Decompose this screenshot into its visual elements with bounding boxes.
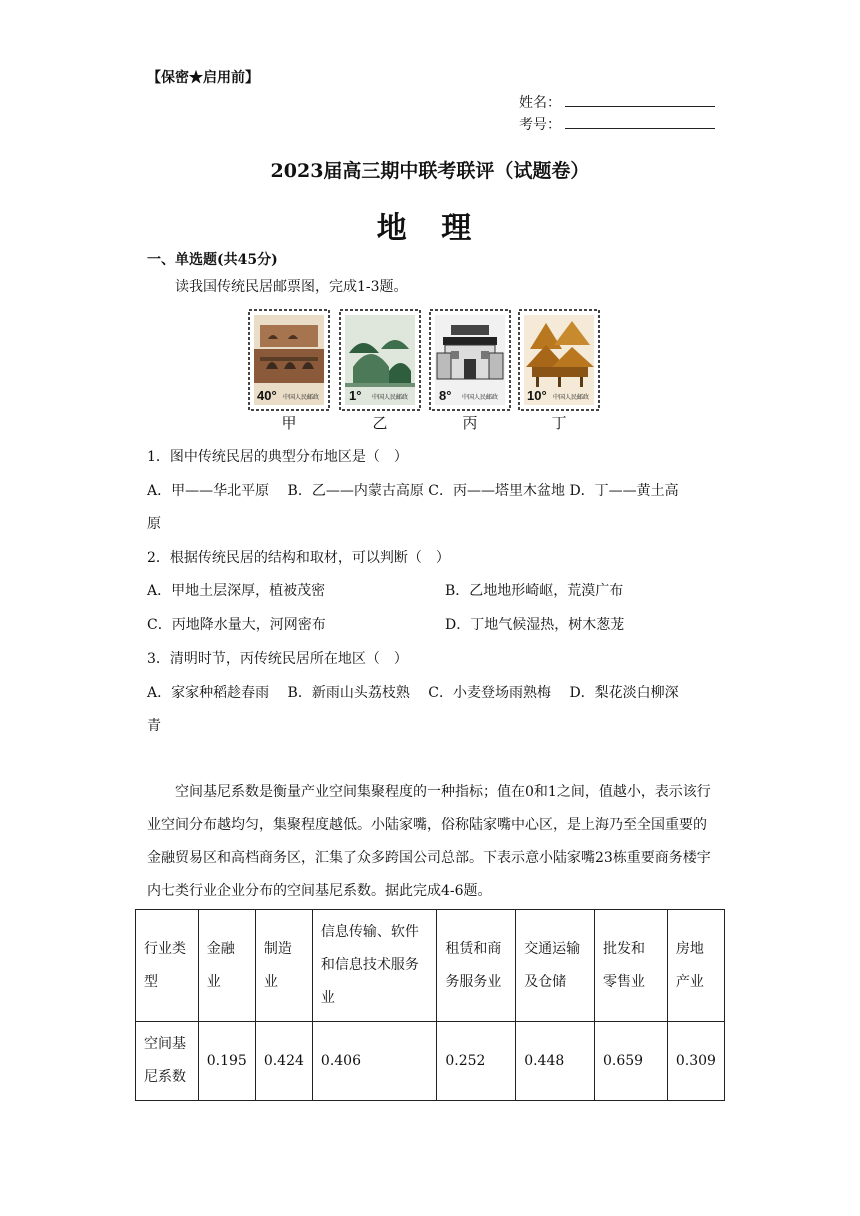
section-heading: 一、单选题(共45分) — [147, 252, 278, 268]
stamp-value: 8° — [439, 388, 452, 403]
table-row — [136, 1022, 725, 1101]
stamp-label-bing: 丙 — [462, 414, 478, 432]
table-header-cell: 行业类型 — [136, 910, 199, 1022]
table-header-cell: 租赁和商务服务业 — [437, 910, 516, 1022]
table-cell: 0.406 — [312, 1022, 436, 1101]
table-cell: 0.448 — [516, 1022, 595, 1101]
name-label: 姓名： — [519, 95, 561, 111]
stamp-ding — [518, 309, 600, 411]
stamp-label-yi: 乙 — [372, 414, 388, 432]
table-header-cell: 信息传输、软件和信息技术服务业 — [312, 910, 436, 1022]
question-2-option-a: A．甲地土层深厚，植被茂密 — [147, 583, 326, 599]
stamp-caption: 中国人民邮政 — [283, 394, 320, 401]
gini-coefficient-table — [135, 909, 725, 1101]
confidential-mark: 【保密★启用前】 — [147, 70, 259, 86]
stamp-bing — [429, 309, 511, 411]
stamp-label-ding: 丁 — [551, 414, 567, 432]
table-header-cell: 房地产业 — [667, 910, 724, 1022]
table-header-cell: 制造业 — [255, 910, 312, 1022]
passage-paragraph: 空间基尼系数是衡量产业空间集聚程度的一种指标；值在0和1之间，值越小，表示该行业空间分布越均匀，集聚程度越低。小陆家嘴，俗称陆家嘴中心区，是上海乃至全国重要的金融贸易区和高档商务区，汇集了众多跨国公司总部。下表示意小陆家嘴23栋重要商务楼宇内七类行业企业分布的空间基尼系数。据此完成4-6题。 — [147, 784, 711, 899]
name-field — [519, 92, 715, 112]
name-blank — [565, 94, 715, 107]
table-header-row — [136, 910, 725, 1022]
table-cell: 0.659 — [595, 1022, 668, 1101]
cave-dwelling-illustration — [248, 309, 330, 411]
exam-number-blank — [565, 116, 715, 129]
yurt-illustration — [339, 309, 421, 411]
table-cell: 空间基尼系数 — [136, 1022, 199, 1101]
subject-title: 地 理 — [376, 211, 484, 246]
table-header-cell: 金融业 — [198, 910, 255, 1022]
stamp-value: 40° — [257, 388, 277, 403]
question-2-option-d: D．丁地气候湿热，树木葱茏 — [445, 617, 625, 633]
table-cell: 0.252 — [437, 1022, 516, 1101]
question-1-stem: 1．图中传统民居的典型分布地区是（ ） — [147, 449, 408, 465]
stamp-caption: 中国人民邮政 — [462, 394, 499, 401]
stilt-house-illustration — [518, 309, 600, 411]
table-cell: 0.195 — [198, 1022, 255, 1101]
section-intro: 读我国传统民居邮票图，完成1-3题。 — [175, 279, 408, 295]
stamp-yi — [339, 309, 421, 411]
stamp-jia — [248, 309, 330, 411]
exam-number-label: 考号： — [519, 117, 561, 133]
question-2-option-c: C．丙地降水量大，河网密布 — [147, 617, 326, 633]
question-1-options-cont: 原 — [147, 516, 161, 532]
stamp-caption: 中国人民邮政 — [372, 394, 409, 401]
exam-number-field — [519, 114, 715, 134]
stamp-value: 1° — [349, 388, 362, 403]
table-header-cell: 批发和零售业 — [595, 910, 668, 1022]
stamp-caption: 中国人民邮政 — [553, 394, 590, 401]
exam-title: 2023届高三期中联考联评（试题卷） — [270, 160, 590, 182]
table-cell: 0.424 — [255, 1022, 312, 1101]
question-3-stem: 3．清明时节，丙传统民居所在地区（ ） — [147, 651, 408, 667]
question-2-stem: 2．根据传统民居的结构和取材，可以判断（ ） — [147, 550, 450, 566]
question-2-option-b: B．乙地地形崎岖，荒漠广布 — [445, 583, 624, 599]
table-header-cell: 交通运输及仓储 — [516, 910, 595, 1022]
question-3-options-cont: 青 — [147, 718, 161, 734]
stamp-label-jia: 甲 — [281, 414, 297, 432]
question-1-options: A．甲——华北平原 B．乙——内蒙古高原 C．丙——塔里木盆地 D．丁——黄土高 — [147, 483, 679, 499]
table-cell: 0.309 — [667, 1022, 724, 1101]
stamp-value: 10° — [527, 388, 547, 403]
question-3-options: A．家家种稻趁春雨 B．新雨山头荔枝熟 C．小麦登场雨熟梅 D．梨花淡白柳深 — [147, 685, 679, 701]
huizhou-house-illustration — [429, 309, 511, 411]
